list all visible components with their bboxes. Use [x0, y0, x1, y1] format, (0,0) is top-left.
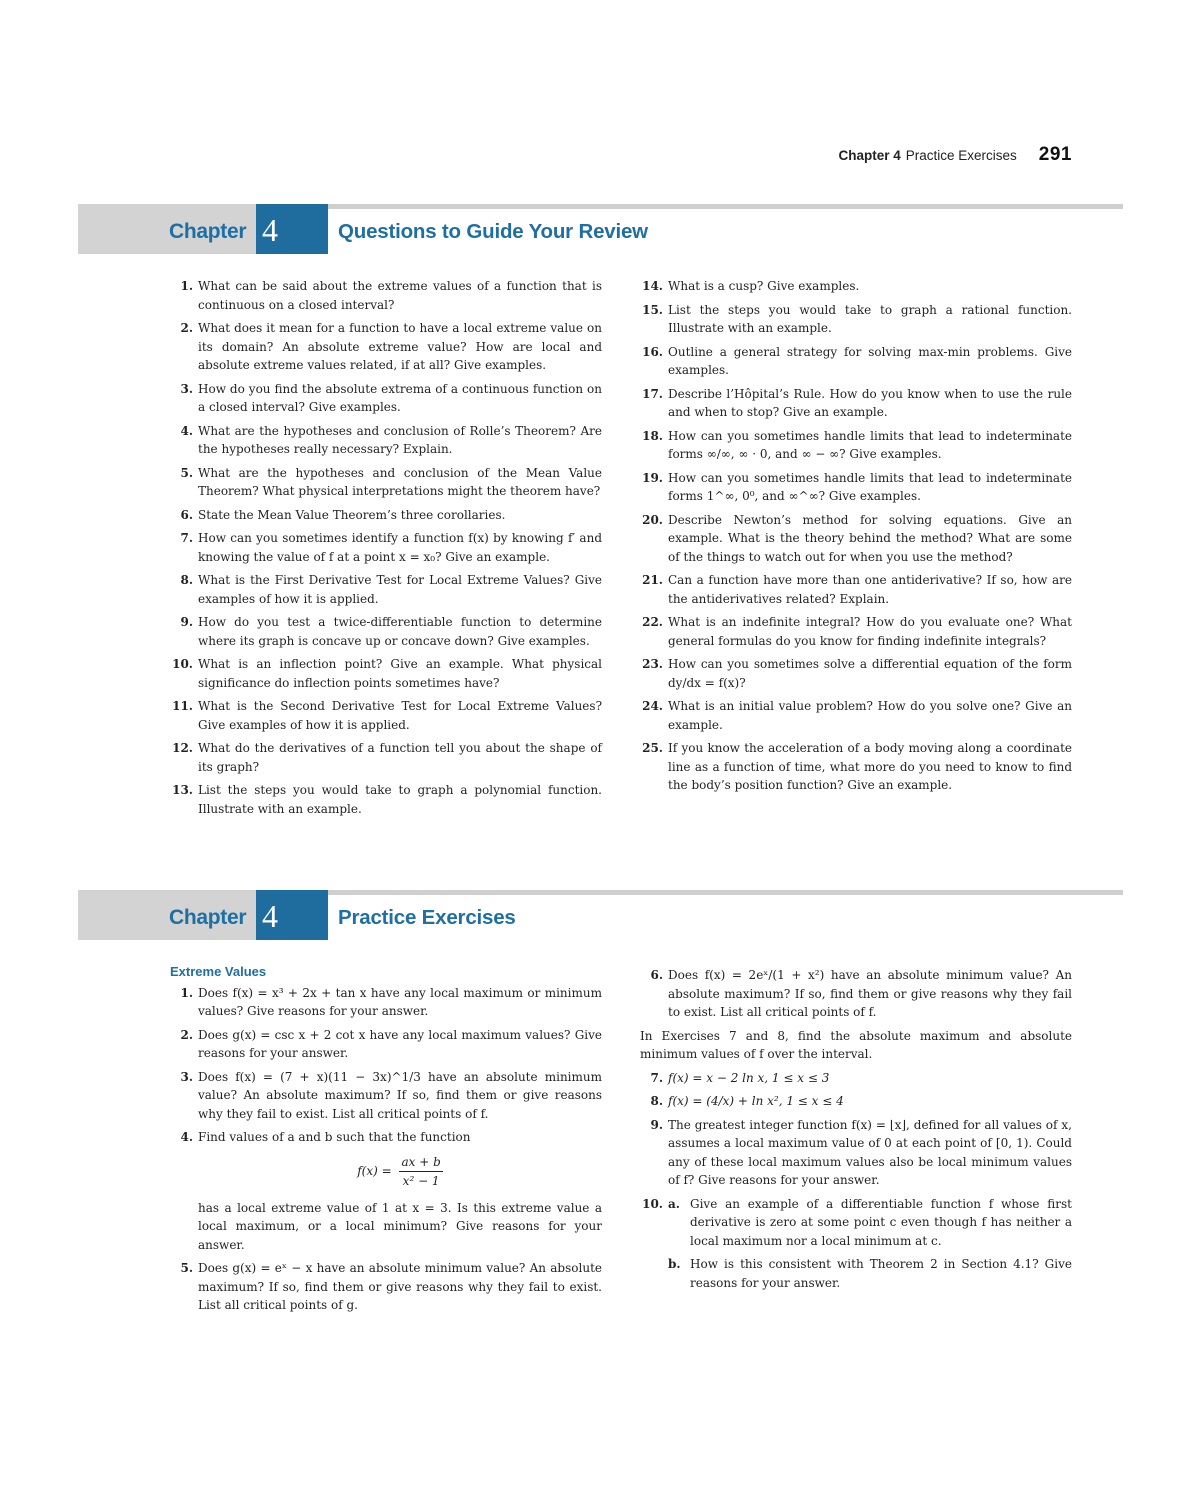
practice-left-column [170, 963, 602, 1320]
review-question [170, 529, 602, 566]
question-text: What are the hypotheses and conclusion of the Mean Value Theorem? What physical interpretations might the theorem have? [198, 465, 602, 498]
review-banner [78, 204, 1123, 254]
subsection-heading: Extreme Values [170, 964, 267, 979]
question-text: What is the Second Derivative Test for Local Extreme Values? Give examples of how it is applied. [198, 699, 602, 732]
exercise-part-b [668, 1255, 1072, 1292]
review-question [640, 343, 1072, 380]
review-question [170, 571, 602, 608]
review-question [640, 301, 1072, 338]
question-number: 19. [642, 470, 663, 485]
exercise-item [170, 1068, 602, 1124]
question-number: 10. [172, 657, 193, 671]
review-right-column [640, 277, 1072, 800]
review-question [170, 380, 602, 417]
question-text: What is the First Derivative Test for Local Extreme Values? Give examples of how it is applied. [198, 573, 602, 606]
review-question [640, 385, 1072, 422]
question-number: 23. [642, 657, 663, 671]
question-text: State the Mean Value Theorem’s three corollaries. [198, 507, 506, 522]
review-question [640, 571, 1072, 608]
question-number: 5. [180, 465, 193, 480]
question-text: What does it mean for a function to have a local extreme value on its domain? An absolute extreme value? How are local and absolute extreme values related, if at all? Give examples. [198, 321, 602, 372]
question-number: 3. [180, 381, 193, 396]
review-question [170, 319, 602, 375]
exercise-item [640, 1069, 1072, 1088]
question-text: What can be said about the extreme values of a function that is continuous on a closed interval? [198, 279, 602, 312]
review-question [640, 655, 1072, 692]
review-question [640, 277, 1072, 296]
part-text: How is this consistent with Theorem 2 in Section 4.1? Give reasons for your answer. [690, 1257, 1072, 1290]
exercise-item [170, 984, 602, 1021]
question-text: How can you sometimes identify a function f(x) by knowing f′ and knowing the value of f at a point x = x₀? Give an example. [198, 531, 602, 564]
exercise-text: The greatest integer function f(x) = ⌊x⌋, defined for all values of x, assumes a local maximum value of 0 at each point of [0, 1). Could any of these local maximum values also be local minimum values of f? Give reasons for your answer. [668, 1117, 1072, 1187]
exercise-item [170, 1128, 602, 1254]
review-question [170, 422, 602, 459]
question-number: 12. [172, 741, 193, 755]
exercise-number: 9. [650, 1117, 663, 1132]
exercise-text: Does f(x) = 2eˣ/(1 + x²) have an absolute minimum value? An absolute maximum? If so, find them or give reasons why they fail to exist. List all critical points of f. [668, 968, 1072, 1019]
question-text: Outline a general strategy for solving max-min problems. Give examples. [668, 344, 1072, 377]
exercise-number: 1. [180, 985, 193, 1000]
exercise-number: 3. [180, 1069, 193, 1084]
exercise-text: Find values of a and b such that the function [198, 1130, 471, 1144]
review-question [170, 697, 602, 734]
exercise-text-continued: has a local extreme value of 1 at x = 3. Is this extreme value a local maximum, or a local minimum? Give reasons for your answer. [198, 1200, 602, 1252]
question-text: What are the hypotheses and conclusion of Rolle’s Theorem? Are the hypotheses really necessary? Explain. [198, 423, 602, 456]
exercise-item [170, 1259, 602, 1315]
question-number: 9. [180, 615, 193, 629]
review-question [170, 464, 602, 501]
review-question [640, 613, 1072, 650]
question-number: 15. [642, 302, 663, 317]
exercise-text: Does g(x) = csc x + 2 cot x have any local maximum values? Give reasons for your answer. [198, 1027, 602, 1060]
question-text: List the steps you would take to graph a rational function. Illustrate with an example. [668, 302, 1072, 335]
question-text: How can you sometimes handle limits that lead to indeterminate forms ∞/∞, ∞ · 0, and ∞ − ∞? Give examples. [668, 428, 1072, 461]
question-text: Can a function have more than one antiderivative? If so, how are the antiderivatives related? Explain. [668, 573, 1072, 606]
question-number: 8. [180, 573, 193, 587]
question-text: How do you test a twice-differentiable function to determine where its graph is concave up or concave down? Give examples. [198, 615, 602, 648]
question-text: What is an initial value problem? How do you solve one? Give an example. [668, 699, 1072, 732]
fraction-denominator: x² − 1 [402, 1174, 440, 1188]
question-number: 17. [642, 386, 663, 401]
question-number: 14. [642, 279, 663, 293]
question-number: 16. [642, 344, 663, 359]
review-question [170, 506, 602, 525]
question-text: Describe l’Hôpital’s Rule. How do you know when to use the rule and when to stop? Give an example. [668, 386, 1072, 419]
question-number: 6. [180, 507, 193, 522]
review-question [170, 781, 602, 818]
question-number: 2. [180, 321, 193, 335]
question-text: List the steps you would take to graph a polynomial function. Illustrate with an example. [198, 783, 602, 816]
exercise-item [640, 966, 1072, 1022]
question-text: How do you find the absolute extrema of a continuous function on a closed interval? Give examples. [198, 381, 602, 414]
exercise-item [640, 1195, 1072, 1293]
question-number: 11. [172, 699, 193, 713]
review-question [170, 613, 602, 650]
question-number: 20. [642, 512, 663, 527]
running-header [810, 144, 1072, 172]
page-number: 291 [1038, 144, 1072, 165]
fraction-numerator: ax + b [399, 1153, 442, 1173]
banner-chapter-number: 4 [262, 212, 278, 248]
review-question [640, 427, 1072, 464]
exercise-number: 8. [650, 1094, 663, 1108]
practice-banner [78, 890, 1123, 940]
part-label: a. [668, 1196, 680, 1211]
question-number: 13. [172, 783, 193, 797]
exercise-number: 10. [642, 1196, 663, 1211]
equation-lhs: f(x) = [357, 1164, 392, 1179]
exercise-item [170, 1026, 602, 1063]
exercise-number: 4. [180, 1130, 193, 1144]
question-text: How can you sometimes handle limits that lead to indeterminate forms 1^∞, 0⁰, and ∞^∞? Give examples. [668, 470, 1072, 503]
question-text: What do the derivatives of a function tell you about the shape of its graph? [198, 741, 602, 774]
exercise-text: f(x) = (4/x) + ln x², 1 ≤ x ≤ 4 [668, 1094, 844, 1108]
banner-chapter-word: Chapter [169, 220, 247, 243]
review-question [640, 739, 1072, 795]
review-question [640, 697, 1072, 734]
question-text: What is an indefinite integral? How do you evaluate one? What general formulas do you know for finding indefinite integrals? [668, 615, 1072, 648]
banner-chapter-word: Chapter [169, 906, 247, 929]
exercise-part-a [668, 1195, 1072, 1251]
review-question [170, 739, 602, 776]
question-text: What is an inflection point? Give an example. What physical significance do inflection points sometimes have? [198, 657, 602, 690]
question-number: 22. [642, 615, 663, 629]
exercise-number: 6. [650, 968, 663, 982]
exercise-instructions: In Exercises 7 and 8, find the absolute maximum and absolute minimum values of f over the interval. [640, 1028, 1072, 1061]
review-question [170, 277, 602, 314]
review-question [640, 469, 1072, 506]
question-text: Describe Newton’s method for solving equations. Give an example. What is the theory behind the method? What are some of the things to watch out for when you use the method? [668, 512, 1072, 564]
question-number: 4. [180, 423, 193, 438]
review-left-column [170, 277, 602, 823]
question-number: 25. [642, 741, 663, 755]
part-text: Give an example of a differentiable function f whose first derivative is zero at some point c even though f has neither a local maximum nor a local minimum at c. [690, 1196, 1072, 1248]
practice-right-column [640, 966, 1072, 1297]
running-header-title: Practice Exercises [905, 148, 1017, 163]
part-label: b. [668, 1257, 681, 1271]
fraction [399, 1153, 442, 1191]
exercise-text: Does g(x) = eˣ − x have an absolute minimum value? An absolute maximum? If so, find them or give reasons why they fail to exist. List all critical points of g. [198, 1261, 602, 1312]
exercise-item [640, 1116, 1072, 1190]
exercise-text: Does f(x) = x³ + 2x + tan x have any local maximum or minimum values? Give reasons for your answer. [198, 985, 602, 1018]
question-text: What is a cusp? Give examples. [668, 279, 860, 293]
question-number: 21. [642, 573, 663, 587]
banner-chapter-number: 4 [262, 898, 278, 934]
review-question [170, 655, 602, 692]
running-header-chapter: Chapter 4 [838, 148, 901, 163]
exercise-number: 7. [650, 1070, 663, 1085]
question-number: 24. [642, 699, 663, 713]
question-number: 7. [180, 531, 193, 545]
exercise-text: f(x) = x − 2 ln x, 1 ≤ x ≤ 3 [668, 1070, 830, 1085]
exercise-number: 2. [180, 1027, 193, 1042]
exercise-item [640, 1092, 1072, 1111]
question-number: 18. [642, 428, 663, 443]
question-text: How can you sometimes solve a differential equation of the form dy/dx = f(x)? [668, 657, 1072, 690]
review-question [640, 511, 1072, 567]
exercise-number: 5. [180, 1261, 193, 1275]
question-number: 1. [180, 279, 193, 293]
display-equation [198, 1153, 602, 1191]
review-section-title: Questions to Guide Your Review [338, 220, 648, 243]
question-text: If you know the acceleration of a body moving along a coordinate line as a function of time, what more do you need to know to find the body’s position function? Give an example. [668, 741, 1072, 792]
practice-section-title: Practice Exercises [338, 906, 516, 929]
exercise-text: Does f(x) = (7 + x)(11 − 3x)^1/3 have an absolute minimum value? An absolute maximum? If so, find them or give reasons why they fail to exist. List all critical points of f. [198, 1069, 602, 1121]
